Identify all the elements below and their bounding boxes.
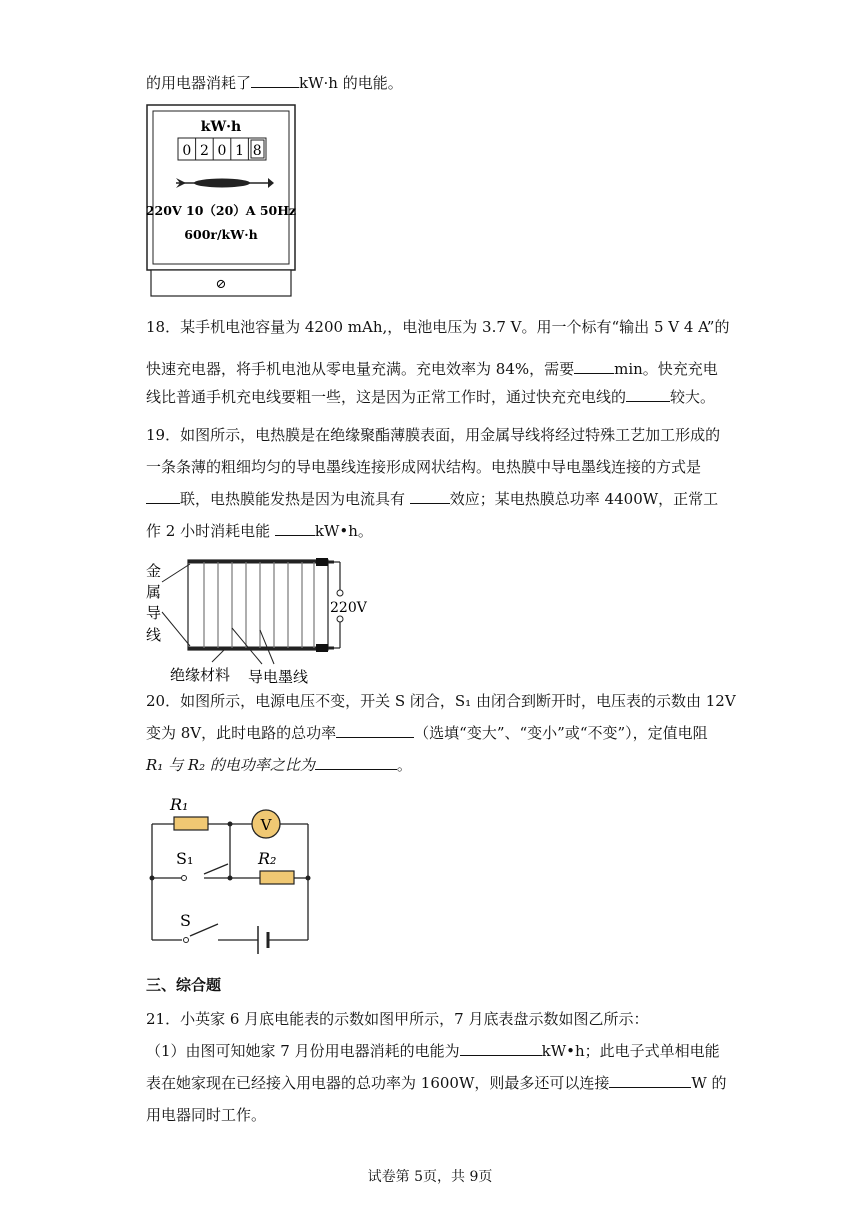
meter-digit: 8 [252,143,262,159]
q19-line-4 [146,520,373,542]
q21-line-3 [146,1072,727,1094]
meter-spec-constant: 600r/kW·h [184,227,258,242]
answer-blank[interactable] [460,1040,542,1056]
answer-blank[interactable] [146,488,180,504]
label-char: 金 [146,562,162,580]
q21-line-4: 用电器同时工作。 [146,1106,267,1124]
q18-text: 线比普通手机充电线要粗一些，这是因为正常工作时，通过快充充电线的 [146,388,627,406]
intro-text: 的用电器消耗了 [146,74,252,92]
resistor-r1 [174,817,208,830]
energy-meter-figure [146,104,296,298]
ink-lines [204,562,314,648]
ink-line-label: 导电墨线 [248,668,309,686]
circuit-figure [146,792,316,958]
r1-label: R₁ [170,795,189,814]
answer-blank[interactable] [336,722,414,738]
q18-line-2 [146,358,718,380]
answer-blank[interactable] [275,520,315,536]
meter-screw-symbol: ⊘ [215,277,227,292]
meter-spec-rating: 220V 10（20）A 50Hz [146,203,296,218]
meter-digit: 2 [199,143,209,159]
intro-text-end: kW·h 的电能。 [299,74,403,92]
q19-line-1: 19．如图所示，电热膜是在绝缘聚酯薄膜表面，用金属导线将经过特殊工艺加工形成的 [146,426,721,444]
meter-digit: 0 [182,143,192,159]
answer-blank[interactable] [410,488,450,504]
label-char: 导 [146,604,162,622]
q21-text: （1）由图可知她家 7 月份用电器消耗的电能为 [146,1042,460,1060]
q19-line-2: 一条条薄的粗细均匀的导电墨线连接形成网状结构。电热膜中导电墨线连接的方式是 [146,458,702,476]
q20-text: 变为 8V，此时电路的总功率 [146,724,337,742]
r2-label: R₂ [258,849,277,868]
q21-text: W 的 [691,1074,727,1092]
q21-text: 表在她家现在已经接入用电器的总功率为 1600W，则最多还可以连接 [146,1074,610,1092]
page-footer: 试卷第 5页，共 9页 [367,1169,493,1185]
q21-text: kW•h；此电子式单相电能 [541,1042,720,1060]
terminal-bottom [316,644,328,652]
q18-text: min。快充充电 [614,360,718,378]
q19-text: 效应；某电热膜总功率 4400W，正常工 [449,490,719,508]
q19-text: kW•h。 [314,522,373,540]
voltage-label: 220V [330,600,367,616]
resistor-r2 [260,871,294,884]
q20-line-2 [146,722,708,744]
heating-film-figure [144,552,384,688]
q20-line-1: 20．如图所示，电源电压不变，开关 S 闭合，S₁ 由闭合到断开时，电压表的示数由 12V [146,692,736,710]
q19-text: 联，电热膜能发热是因为电流具有 [180,490,406,508]
insulation-label: 绝缘材料 [170,666,231,684]
s-label: S [180,911,191,930]
q21-line-1: 21．小英家 6 月底电能表的示数如图甲所示，7 月底表盘示数如图乙所示： [146,1010,649,1028]
q18-text: 快速充电器，将手机电池从零电量充满。充电效率为 84%，需要 [146,360,575,378]
q20-text: R₁ 与 R₂ 的电功率之比为 [146,756,315,774]
intro-line [146,72,403,94]
q20-line-3 [146,754,412,776]
terminal-top [316,558,328,566]
meter-unit: kW·h [200,119,242,135]
meter-digit: 1 [235,143,245,159]
q20-text: （选填“变大”、“变小”或“不变”），定值电阻 [414,724,708,742]
answer-blank[interactable] [251,72,299,88]
answer-blank[interactable] [609,1072,691,1088]
q20-text: 。 [396,756,412,774]
label-char: 线 [146,626,162,644]
q18-line-3 [146,386,715,408]
q21-line-2 [146,1040,720,1062]
answer-blank[interactable] [315,754,397,770]
section-heading: 三、综合题 [146,976,222,994]
meter-digit: 0 [217,143,227,159]
q19-text: 作 2 小时消耗电能 [146,522,271,540]
insulation-sheet [188,560,328,650]
q18-line-1: 18．某手机电池容量为 4200 mAh,，电池电压为 3.7 V。用一个标有“输出 5 V 4 A”的 [146,318,730,336]
q18-text: 较大。 [670,388,716,406]
q19-line-3 [146,488,718,510]
answer-blank[interactable] [574,358,614,374]
label-char: 属 [146,583,162,601]
s1-label: S₁ [176,849,194,868]
metal-wire-label [146,562,161,644]
answer-blank[interactable] [626,386,670,402]
voltmeter-label: V [260,816,272,834]
